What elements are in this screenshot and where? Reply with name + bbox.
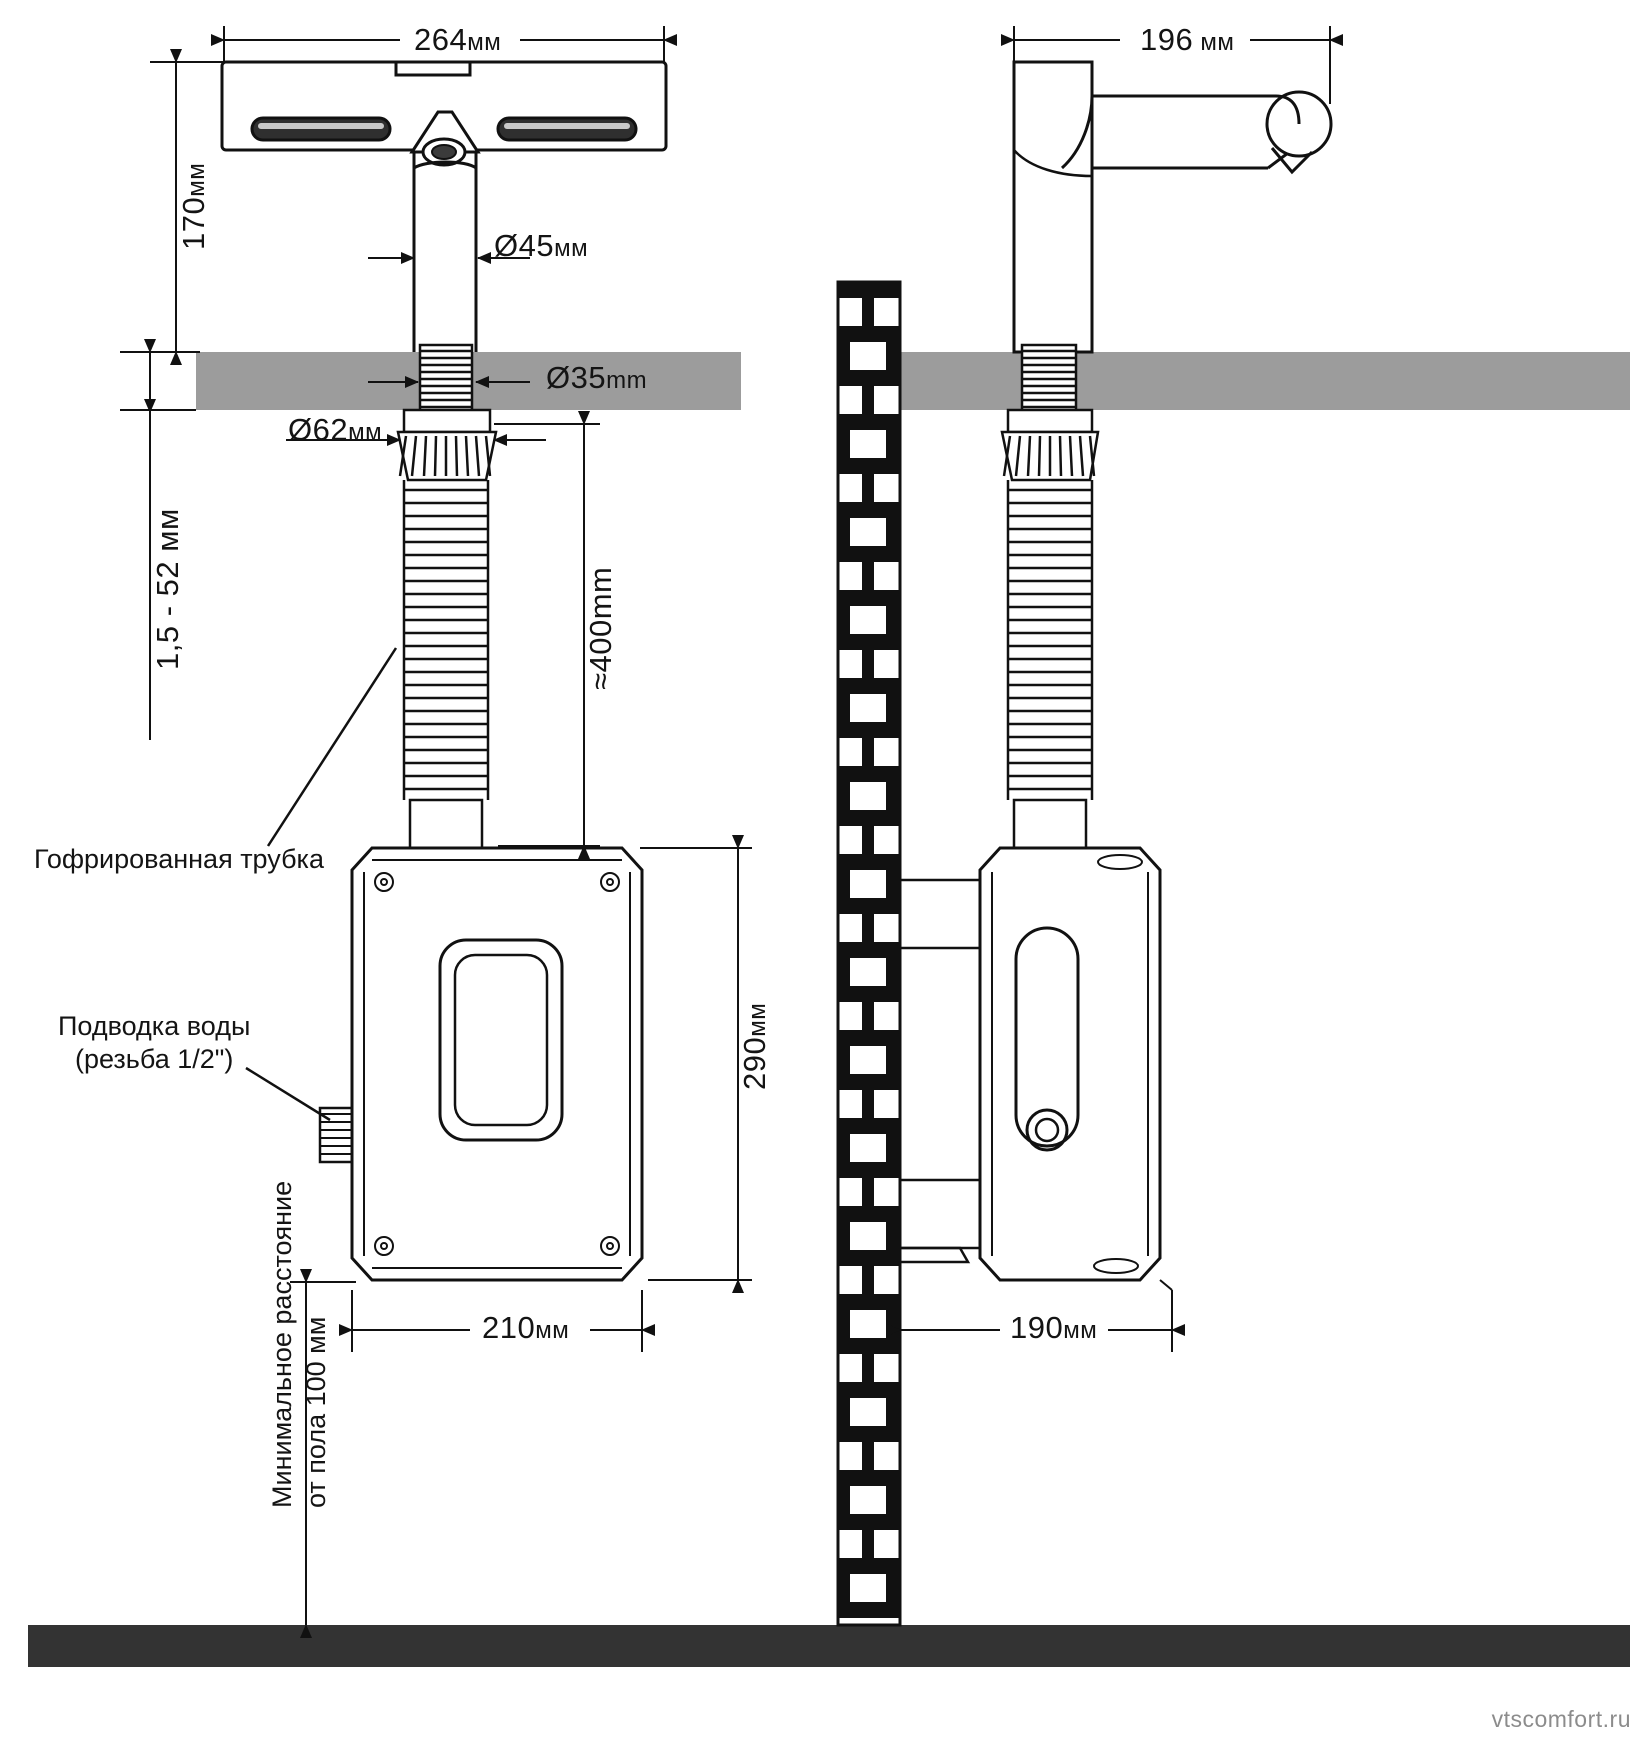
callout-min-floor-line1: Минимальное расстояние xyxy=(267,1180,297,1508)
heater-box-front xyxy=(320,848,642,1280)
faucet-side-view xyxy=(1014,62,1331,352)
dim-hose-length: ≈400mm xyxy=(583,566,618,690)
corrugated-hose-right xyxy=(1008,480,1092,848)
countertop-right xyxy=(900,352,1630,410)
heater-box-side xyxy=(900,848,1160,1280)
dim-box-width: 210мм xyxy=(482,1310,570,1345)
callout-water-supply-line1: Подводка воды xyxy=(58,1011,251,1041)
callout-corrugated-tube: Гофрированная трубка xyxy=(34,844,324,874)
dim-box-height: 290мм xyxy=(737,1002,772,1090)
watermark: vtscomfort.ru xyxy=(1491,1706,1631,1732)
floor-band xyxy=(28,1625,1630,1667)
leader-lines xyxy=(246,648,396,1120)
corrugated-hose-left xyxy=(404,480,488,848)
callout-min-floor-line2: от пола 100 мм xyxy=(301,1316,331,1508)
dim-side-depth-box: 190мм xyxy=(1010,1310,1098,1345)
dim-height-spout: 170мм xyxy=(176,162,211,250)
dim-side-depth-top: 196 мм xyxy=(1140,22,1235,57)
dim-diameter-thread: Ø35mm xyxy=(546,360,648,395)
callout-water-supply xyxy=(58,1010,250,1076)
dim-diameter-body: Ø45мм xyxy=(494,228,589,263)
dim-counter-thickness: 1,5 - 52 мм xyxy=(150,508,185,670)
brick-wall xyxy=(838,282,900,1625)
dim-width-top: 264мм xyxy=(414,22,502,57)
dim-diameter-nut: Ø62мм xyxy=(288,412,383,447)
callout-water-supply-line2: (резьба 1/2") xyxy=(75,1044,234,1074)
